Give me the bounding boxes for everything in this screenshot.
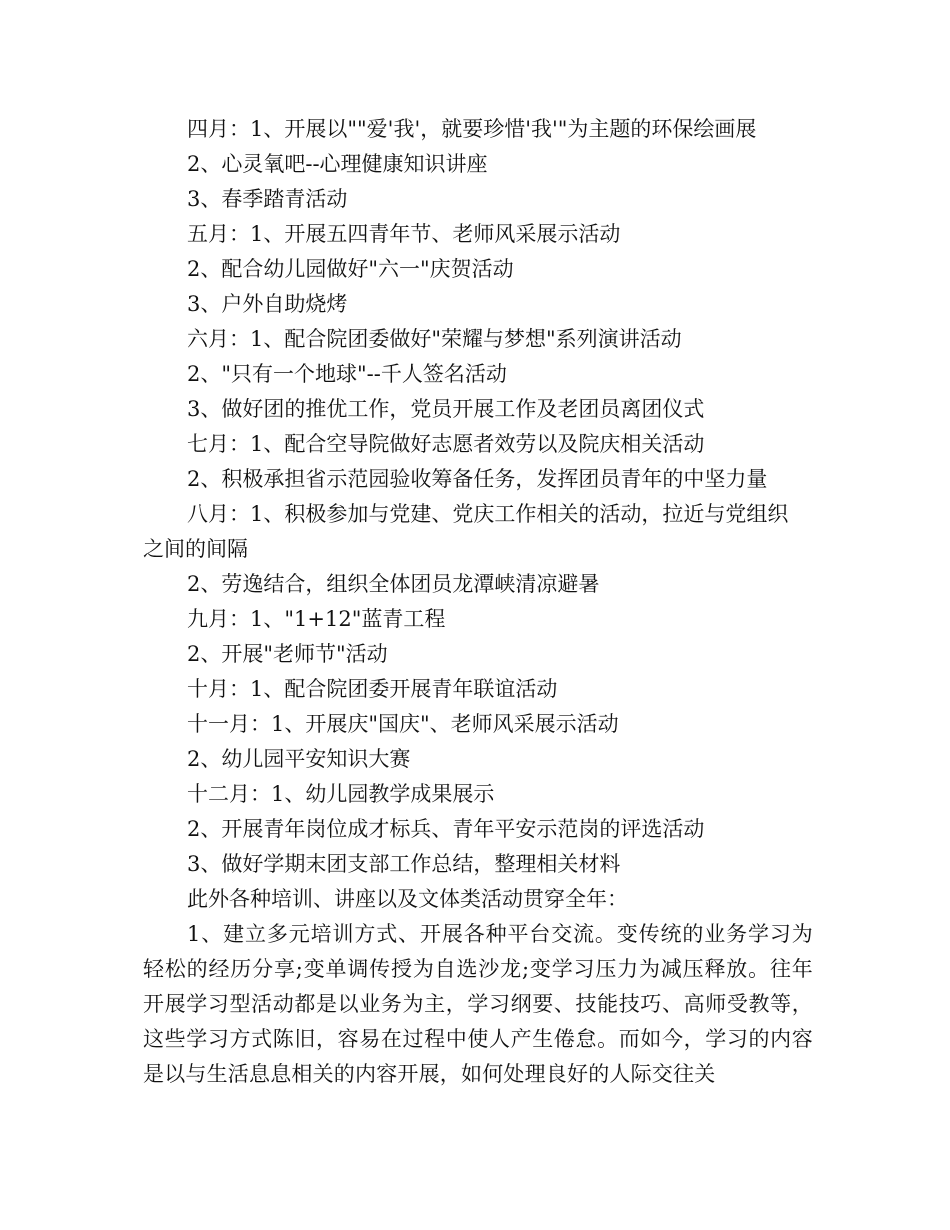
text-line-august-2: 2、劳逸结合，组织全体团员龙潭峡清凉避暑 — [187, 572, 600, 596]
text-line-november-2: 2、幼儿园平安知识大赛 — [187, 747, 411, 771]
text-line-may-1: 五月：1、开展五四青年节、老师风采展示活动 — [187, 222, 621, 246]
training-paragraph: 1、建立多元培训方式、开展各种平台交流。变传统的业务学习为轻松的经历分享;变单调传授为自选沙龙;变学习压力为减压释放。往年开展学习型活动都是以业务为主，学习纲要、技能技巧、高师受教等，这些学习方式陈旧，容易在过程中使人产生倦怠。而如今，学习的内容是以与生活息息相关的内容开展，如何处理良好的人际交往关 — [143, 922, 813, 1086]
text-line-april-2: 2、心灵氧吧--心理健康知识讲座 — [187, 152, 488, 176]
text-line-august-1: 八月：1、积极参加与党建、党庆工作相关的活动，拉近与党组织 — [187, 502, 789, 526]
text-line-september-1: 九月：1、"1+12"蓝青工程 — [187, 607, 446, 631]
document-body — [143, 112, 813, 1092]
text-line-december-1: 十二月：1、幼儿园教学成果展示 — [187, 782, 495, 806]
text-line-july-2: 2、积极承担省示范园验收筹备任务，发挥团员青年的中坚力量 — [187, 467, 768, 491]
text-line-august-1-cont: 之间的间隔 — [143, 537, 248, 561]
text-line-october-1: 十月：1、配合院团委开展青年联谊活动 — [187, 677, 558, 701]
text-line-july-1: 七月：1、配合空导院做好志愿者效劳以及院庆相关活动 — [187, 432, 705, 456]
text-line-training-intro: 此外各种培训、讲座以及文体类活动贯穿全年： — [187, 887, 628, 911]
text-line-june-1: 六月：1、配合院团委做好"荣耀与梦想"系列演讲活动 — [187, 327, 682, 351]
text-line-september-2: 2、开展"老师节"活动 — [187, 642, 388, 666]
text-line-december-3: 3、做好学期末团支部工作总结，整理相关材料 — [187, 852, 621, 876]
text-line-may-3: 3、户外自助烧烤 — [187, 292, 348, 316]
text-line-april-3: 3、春季踏青活动 — [187, 187, 348, 211]
text-line-november-1: 十一月：1、开展庆"国庆"、老师风采展示活动 — [187, 712, 619, 736]
text-line-may-2: 2、配合幼儿园做好"六一"庆贺活动 — [187, 257, 514, 281]
text-line-december-2: 2、开展青年岗位成才标兵、青年平安示范岗的评选活动 — [187, 817, 705, 841]
text-line-april-1: 四月：1、开展以""爱'我'，就要珍惜'我'"为主题的环保绘画展 — [187, 117, 757, 141]
text-line-june-3: 3、做好团的推优工作，党员开展工作及老团员离团仪式 — [187, 397, 705, 421]
text-line-june-2: 2、"只有一个地球"--千人签名活动 — [187, 362, 507, 386]
